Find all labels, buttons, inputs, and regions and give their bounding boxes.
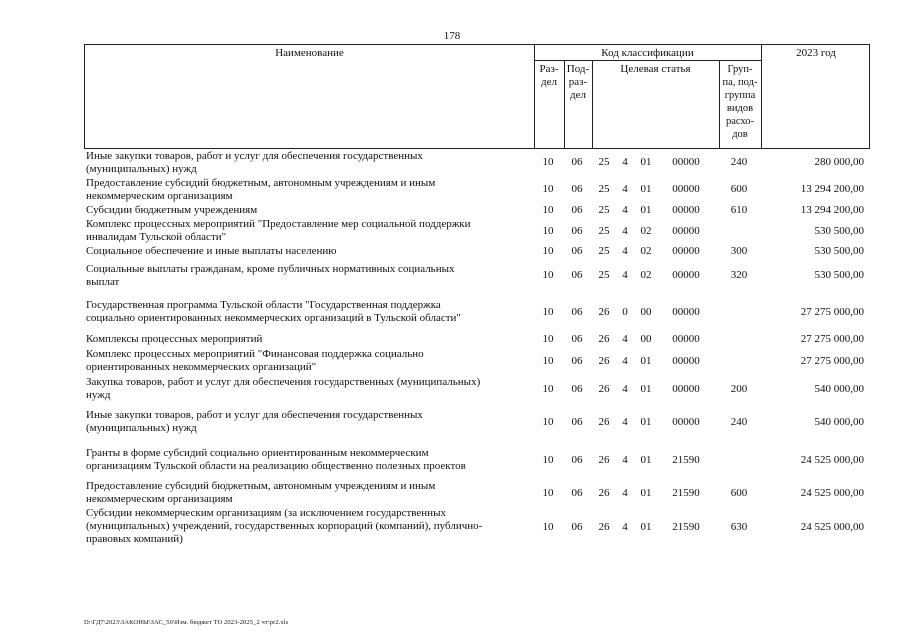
row-code-t2: 4 xyxy=(622,453,628,466)
row-code-t2: 4 xyxy=(622,156,628,168)
row-code-t4: 21590 xyxy=(672,453,700,466)
row-name: Предоставление субсидий бюджетным, автономным учреждениям и иным некоммерческим организациям xyxy=(86,176,436,202)
row-code-r: 10 xyxy=(542,305,554,318)
row-code-t3: 01 xyxy=(640,156,652,168)
table-row xyxy=(84,292,870,332)
row-amount: 27 275 000,00 xyxy=(800,333,864,345)
row-code-t2: 4 xyxy=(622,382,628,395)
row-amount: 530 500,00 xyxy=(814,245,864,257)
row-code-t2: 0 xyxy=(622,305,628,318)
row-name: Гранты в форме субсидий социально ориентированным некоммерческим организациям Тульской области на реализацию общественно полезных проектов xyxy=(86,447,466,472)
table-header xyxy=(84,44,870,148)
row-code-t2: 4 xyxy=(622,486,628,499)
row-code-r: 10 xyxy=(542,224,554,237)
row-code-t4: 21590 xyxy=(672,486,700,499)
row-code-r: 10 xyxy=(542,333,554,345)
row-code-t3: 01 xyxy=(640,382,652,395)
row-code-t3: 00 xyxy=(640,333,652,345)
row-name: Комплекс процессных мероприятий "Предоставление мер социальной поддержки инвалидам Тульской области" xyxy=(86,218,471,243)
table-row xyxy=(84,244,870,259)
table-row xyxy=(84,347,870,375)
row-code-pr: 06 xyxy=(571,354,583,367)
row-code-g: 200 xyxy=(730,382,748,395)
row-amount: 24 525 000,00 xyxy=(800,520,864,533)
row-code-g: 600 xyxy=(730,183,748,195)
row-code-t2: 4 xyxy=(622,269,628,281)
row-code-r: 10 xyxy=(542,415,554,428)
row-code-g: 630 xyxy=(730,520,748,533)
row-code-g: 610 xyxy=(730,204,748,216)
row-code-t3: 02 xyxy=(640,245,652,257)
row-code-t3: 01 xyxy=(640,204,652,216)
row-code-pr: 06 xyxy=(571,183,583,195)
row-name: Комплекс процессных мероприятий "Финансовая поддержка социально ориентированных некоммерческих организаций" xyxy=(86,348,424,373)
row-code-t1: 25 xyxy=(598,183,610,195)
row-code-t3: 02 xyxy=(640,224,652,237)
row-code-t4: 00000 xyxy=(672,224,700,237)
row-amount: 280 000,00 xyxy=(814,156,864,168)
row-code-t3: 01 xyxy=(640,183,652,195)
table-row xyxy=(84,176,870,203)
row-name: Субсидии некоммерческим организациям (за исключением государственных (муниципальных) учреждений, государственных корпораций (компаний), публично- правовых компаний) xyxy=(86,507,483,545)
row-amount: 530 500,00 xyxy=(814,224,864,237)
row-code-r: 10 xyxy=(542,520,554,533)
header-target: Целевая статья xyxy=(620,63,691,75)
row-name: Закупка товаров, работ и услуг для обеспечения государственных (муниципальных) нужд xyxy=(86,376,481,401)
row-amount: 27 275 000,00 xyxy=(800,354,864,367)
row-code-t4: 00000 xyxy=(672,245,700,257)
row-code-r: 10 xyxy=(542,245,554,257)
row-code-pr: 06 xyxy=(571,486,583,499)
row-code-pr: 06 xyxy=(571,415,583,428)
row-code-t1: 26 xyxy=(598,520,610,533)
row-code-t1: 26 xyxy=(598,453,610,466)
row-code-pr: 06 xyxy=(571,520,583,533)
row-code-t2: 4 xyxy=(622,183,628,195)
row-code-t2: 4 xyxy=(622,415,628,428)
row-code-t2: 4 xyxy=(622,333,628,345)
row-code-t3: 01 xyxy=(640,520,652,533)
row-code-pr: 06 xyxy=(571,269,583,281)
row-amount: 24 525 000,00 xyxy=(800,453,864,466)
row-code-r: 10 xyxy=(542,486,554,499)
row-code-r: 10 xyxy=(542,183,554,195)
table-row xyxy=(84,479,870,507)
row-code-t1: 26 xyxy=(598,305,610,318)
header-code-group: Код классификации xyxy=(601,47,694,59)
page-number: 178 xyxy=(443,30,461,42)
row-code-t2: 4 xyxy=(622,224,628,237)
file-path: D:\ГД7\2023\ЗАКОНЫ\ЗАС_50\Изм. бюджет ТО 2023-2025_2 чт\pr2.xls xyxy=(84,619,289,626)
row-code-g: 600 xyxy=(730,486,748,499)
row-code-pr: 06 xyxy=(571,382,583,395)
table-row xyxy=(84,203,870,218)
row-code-t4: 00000 xyxy=(672,269,700,281)
row-code-t4: 21590 xyxy=(672,520,700,533)
row-name: Государственная программа Тульской области "Государственная поддержка социально ориентированных некоммерческих организаций в Тульской области" xyxy=(86,299,461,324)
row-name: Социальное обеспечение и иные выплаты населению xyxy=(86,245,337,257)
row-code-t4: 00000 xyxy=(672,305,700,318)
row-amount: 13 294 200,00 xyxy=(800,183,864,195)
header-razdel: Раз- дел xyxy=(539,63,559,88)
row-amount: 540 000,00 xyxy=(814,382,864,395)
row-name: Иные закупки товаров, работ и услуг для обеспечения государственных (муниципальных) нужд xyxy=(86,409,423,434)
row-amount: 540 000,00 xyxy=(814,415,864,428)
row-code-pr: 06 xyxy=(571,156,583,168)
table-row xyxy=(84,403,870,441)
row-code-t3: 01 xyxy=(640,354,652,367)
row-code-t3: 01 xyxy=(640,486,652,499)
row-code-t1: 26 xyxy=(598,415,610,428)
row-code-g: 240 xyxy=(730,156,748,168)
table-row xyxy=(84,507,870,547)
table-row xyxy=(84,218,870,244)
row-code-pr: 06 xyxy=(571,453,583,466)
row-code-t4: 00000 xyxy=(672,204,700,216)
table-row xyxy=(84,441,870,479)
row-code-t1: 25 xyxy=(598,204,610,216)
row-code-t4: 00000 xyxy=(672,156,700,168)
row-code-t4: 00000 xyxy=(672,183,700,195)
row-code-pr: 06 xyxy=(571,224,583,237)
row-code-t1: 25 xyxy=(598,156,610,168)
row-code-r: 10 xyxy=(542,204,554,216)
budget-table xyxy=(84,44,870,547)
row-amount: 24 525 000,00 xyxy=(800,486,864,499)
row-code-t1: 25 xyxy=(598,224,610,237)
row-code-t4: 00000 xyxy=(672,415,700,428)
row-code-r: 10 xyxy=(542,156,554,168)
row-code-t1: 26 xyxy=(598,382,610,395)
table-row xyxy=(84,332,870,347)
row-code-t1: 26 xyxy=(598,354,610,367)
row-name: Комплексы процессных мероприятий xyxy=(86,333,263,345)
row-code-t1: 26 xyxy=(598,486,610,499)
table-row xyxy=(84,375,870,403)
row-code-t4: 00000 xyxy=(672,333,700,345)
row-code-t3: 02 xyxy=(640,269,652,281)
row-code-t4: 00000 xyxy=(672,382,700,395)
row-code-t1: 25 xyxy=(598,269,610,281)
row-code-r: 10 xyxy=(542,382,554,395)
row-name: Субсидии бюджетным учреждениям xyxy=(86,204,258,216)
row-code-pr: 06 xyxy=(571,204,583,216)
row-code-r: 10 xyxy=(542,354,554,367)
row-amount: 13 294 200,00 xyxy=(800,204,864,216)
row-code-g: 320 xyxy=(730,269,748,281)
row-code-t3: 01 xyxy=(640,453,652,466)
row-code-r: 10 xyxy=(542,269,554,281)
row-code-t4: 00000 xyxy=(672,354,700,367)
row-code-g: 300 xyxy=(730,245,748,257)
row-code-t1: 26 xyxy=(598,333,610,345)
row-code-t2: 4 xyxy=(622,354,628,367)
row-code-pr: 06 xyxy=(571,305,583,318)
row-code-pr: 06 xyxy=(571,333,583,345)
row-code-t3: 01 xyxy=(640,415,652,428)
row-code-pr: 06 xyxy=(571,245,583,257)
row-name: Социальные выплаты гражданам, кроме публичных нормативных социальных выплат xyxy=(86,262,455,288)
row-amount: 27 275 000,00 xyxy=(800,305,864,318)
row-name: Предоставление субсидий бюджетным, автономным учреждениям и иным некоммерческим организациям xyxy=(86,480,436,505)
row-code-g: 240 xyxy=(730,415,748,428)
row-code-t2: 4 xyxy=(622,520,628,533)
header-year: 2023 год xyxy=(796,47,836,59)
row-code-t2: 4 xyxy=(622,204,628,216)
header-name: Наименование xyxy=(275,47,344,59)
table-row xyxy=(84,149,870,176)
row-name: Иные закупки товаров, работ и услуг для обеспечения государственных (муниципальных) нужд xyxy=(86,149,423,175)
row-amount: 530 500,00 xyxy=(814,269,864,281)
row-code-t1: 25 xyxy=(598,245,610,257)
table-row xyxy=(84,259,870,292)
row-code-t2: 4 xyxy=(622,245,628,257)
table-body xyxy=(84,148,870,547)
header-group: Груп- па, под- группа видов расхо- дов xyxy=(722,64,758,140)
row-code-t3: 00 xyxy=(640,305,652,318)
row-code-r: 10 xyxy=(542,453,554,466)
header-podrazdel: Под- раз- дел xyxy=(566,63,590,101)
